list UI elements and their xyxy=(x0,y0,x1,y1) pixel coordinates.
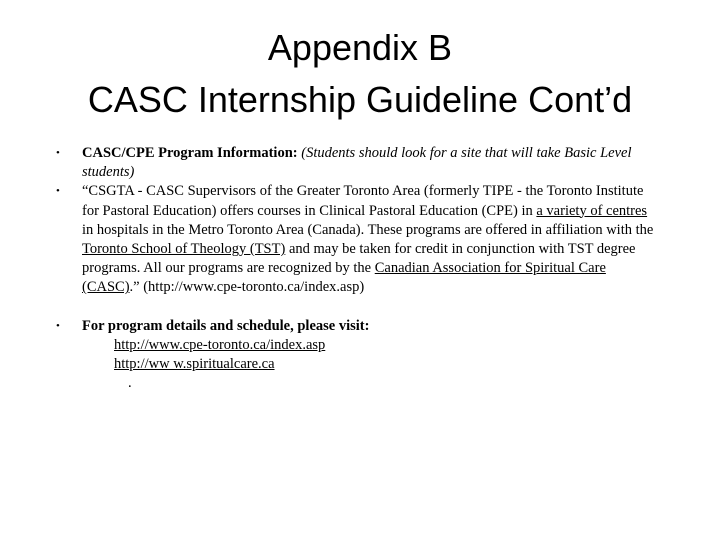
bullet-item-program-details xyxy=(56,317,656,394)
program-info-label: CASC/CPE Program Information: xyxy=(82,145,298,161)
bullet-icon: • xyxy=(56,185,60,198)
cpe-toronto-url-link[interactable]: http://www.cpe-toronto.ca/index.asp xyxy=(114,336,326,353)
trailing-period: . xyxy=(128,375,132,392)
bullet-icon: • xyxy=(56,147,60,159)
spiritualcare-url-link[interactable]: http://ww w.spiritualcare.ca xyxy=(114,356,275,373)
program-details-label: For program details and schedule, please visit: xyxy=(82,317,370,334)
quote-text-a: “CSGTA - CASC Supervisors of the Greater Toronto Area (formerly TIPE - the Toronto Institute for Pastoral Education) offers courses in Clinical Pastoral Education (CPE) in xyxy=(82,183,644,219)
bullet-list xyxy=(56,144,656,393)
quote-text-d: .” (http://www.cpe-toronto.ca/index.asp) xyxy=(129,279,365,296)
casc-link[interactable]: Canadian Association for Spiritual Care (CASC) xyxy=(82,260,606,296)
slide-title: Appendix B xyxy=(267,27,453,68)
variety-of-centres-link[interactable]: a variety of centres xyxy=(536,202,648,219)
bullet-item-csgta-quote xyxy=(56,182,656,297)
bullet-item-program-info xyxy=(56,144,656,182)
quote-text-c: and may be taken for credit in conjunction with TST degree programs. All our programs are recognized by the xyxy=(82,241,636,277)
tst-link[interactable]: Toronto School of Theology (TST) xyxy=(82,241,286,258)
quote-text-b: in hospitals in the Metro Toronto Area (Canada). These programs are offered in affiliation with the xyxy=(82,221,654,238)
slide-subtitle: CASC Internship Guideline Cont’d xyxy=(87,79,633,120)
bullet-icon: • xyxy=(56,319,60,332)
program-info-note: (Students should look for a site that will take Basic Level students) xyxy=(82,145,632,181)
